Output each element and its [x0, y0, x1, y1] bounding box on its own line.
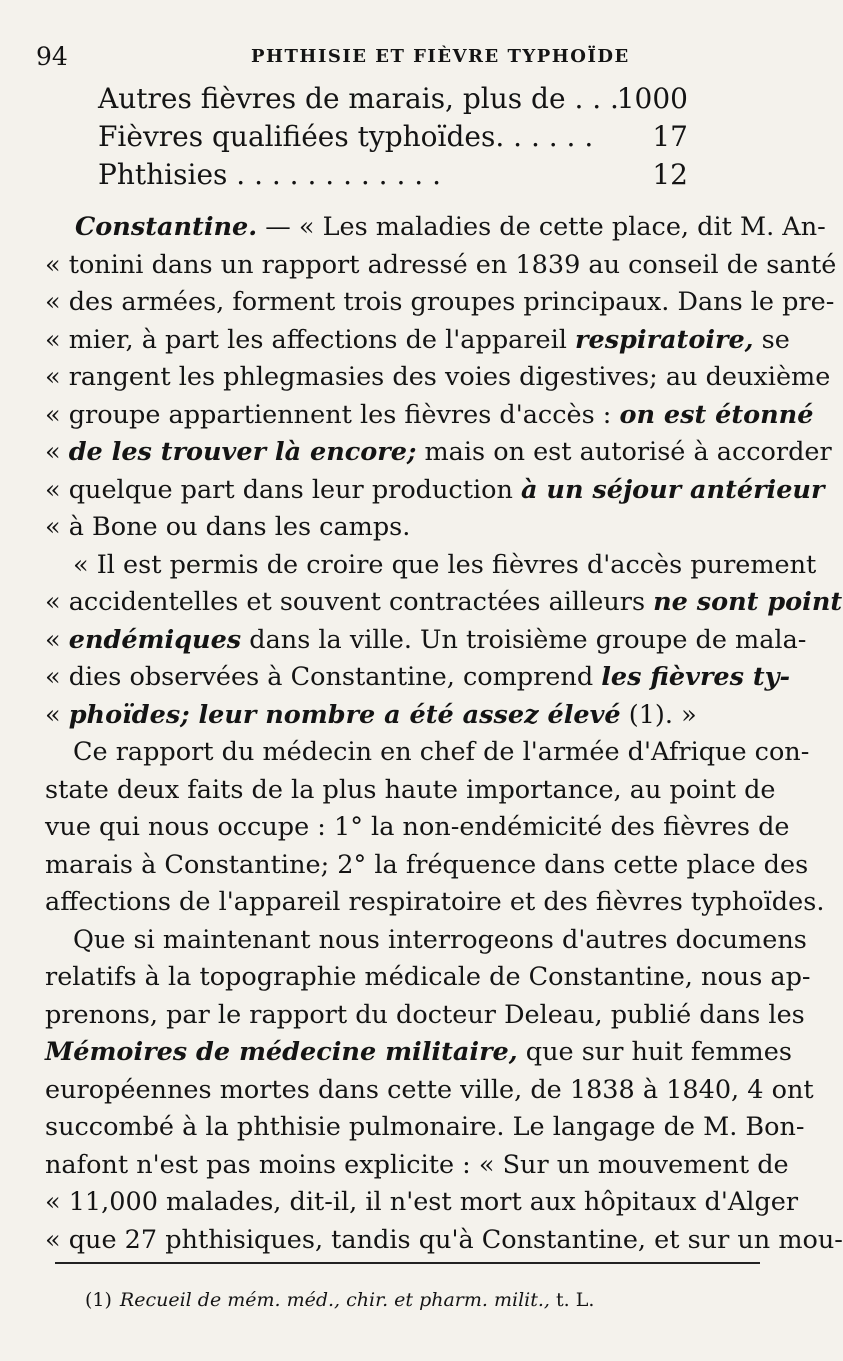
text-line: marais à Constantine; 2° la fréquence dans cette place des	[45, 849, 809, 880]
text-line	[45, 434, 832, 472]
footnote	[85, 1289, 594, 1311]
text-span: — « Les maladies de cette place, dit M. An-	[257, 212, 826, 242]
text-line: Que si maintenant nous interrogeons d'autres documens	[73, 924, 807, 955]
text-span: se	[753, 324, 790, 355]
statistics-list	[98, 80, 688, 194]
text-span: «	[45, 624, 69, 655]
footnote-volume: t. L.	[549, 1289, 595, 1311]
text-line	[45, 322, 790, 360]
text-span: « accidentelles et souvent contractées ailleurs	[45, 587, 654, 617]
stat-label: Autres fièvres de marais, plus de . . .	[98, 82, 619, 115]
footnote-rule	[55, 1262, 760, 1264]
emphasis: respiratoire,	[575, 324, 754, 355]
text-line	[45, 1034, 792, 1072]
text-line: prenons, par le rapport du docteur Deleau, publié dans les	[45, 999, 805, 1030]
stat-label: Fièvres qualifiées typhoïdes. . . . . .	[98, 120, 594, 153]
text-span: «	[45, 437, 69, 467]
text-line: « Il est permis de croire que les fièvres d'accès purement	[73, 549, 817, 580]
text-span: « mier, à part les affections de l'appareil	[45, 324, 576, 355]
page-header	[36, 40, 756, 80]
emphasis: les fièvres ty-	[601, 662, 791, 692]
emphasis: phoïdes; leur nombre a été assez élevé	[68, 699, 621, 730]
text-line	[45, 472, 825, 510]
text-line: vue qui nous occupe : 1° la non-endémicité des fièvres de	[45, 812, 790, 842]
text-line: nafont n'est pas moins explicite : « Sur un mouvement de	[45, 1149, 789, 1180]
text-span: « dies observées à Constantine, comprend	[45, 662, 602, 692]
stat-row	[98, 118, 688, 156]
text-line	[45, 659, 791, 697]
text-line	[45, 622, 807, 660]
text-line: « rangent les phlegmasies des voies digestives; au deuxième	[45, 362, 831, 392]
text-span: que sur huit femmes	[517, 1037, 792, 1067]
text-span: « groupe appartiennent les fièvres d'accès :	[45, 399, 620, 430]
text-line: « 11,000 malades, dit-il, il n'est mort aux hôpitaux d'Alger	[45, 1187, 799, 1217]
text-span: « quelque part dans leur production	[45, 474, 521, 505]
text-line: « que 27 phthisiques, tandis qu'à Constantine, et sur un mou-	[45, 1224, 843, 1255]
footnote-ref: (1). »	[620, 699, 697, 730]
stat-value: 17	[652, 120, 688, 153]
text-line: state deux faits de la plus haute importance, au point de	[45, 774, 776, 805]
emphasis: endémiques	[68, 624, 242, 655]
text-line	[45, 397, 814, 435]
emphasis: on est étonné	[619, 399, 814, 430]
text-span: mais on est autorisé à accorder	[416, 437, 832, 467]
stat-value: 1000	[616, 82, 688, 115]
stat-row	[98, 156, 688, 194]
text-line	[45, 584, 843, 622]
text-line	[45, 209, 826, 247]
footnote-source: Recueil de mém. méd., chir. et pharm. milit.,	[119, 1289, 550, 1311]
journal-title: Mémoires de médecine militaire,	[45, 1037, 518, 1067]
emphasis: de les trouver là encore;	[68, 437, 417, 467]
stat-value: 12	[652, 158, 688, 191]
text-span: dans la ville. Un troisième groupe de mala-	[241, 624, 807, 655]
text-line: relatifs à la topographie médicale de Constantine, nous ap-	[45, 962, 811, 992]
page-number: 94	[36, 42, 68, 71]
footnote-number: (1)	[85, 1289, 112, 1311]
emphasis: à un séjour antérieur	[521, 474, 825, 505]
text-line: Ce rapport du médecin en chef de l'armée d'Afrique con-	[73, 737, 810, 767]
text-line: affections de l'appareil respiratoire et des fièvres typhoïdes.	[45, 887, 825, 917]
text-span: «	[45, 699, 69, 730]
text-line: européennes mortes dans cette ville, de 1838 à 1840, 4 ont	[45, 1074, 814, 1105]
text-line: « tonini dans un rapport adressé en 1839 au conseil de santé	[45, 249, 837, 280]
text-line: succombé à la phthisie pulmonaire. Le langage de M. Bon-	[45, 1112, 805, 1142]
stat-row	[98, 80, 688, 118]
text-line: « des armées, forment trois groupes principaux. Dans le pre-	[45, 287, 835, 317]
emphasis: ne sont point	[653, 587, 843, 617]
running-head: PHTHISIE ET FIÈVRE TYPHOÏDE	[251, 46, 630, 67]
place-name: Constantine.	[75, 212, 258, 242]
stat-label: Phthisies . . . . . . . . . . . .	[98, 158, 441, 191]
text-line: « à Bone ou dans les camps.	[45, 512, 411, 542]
body-text	[45, 209, 843, 1259]
text-line	[45, 697, 760, 735]
